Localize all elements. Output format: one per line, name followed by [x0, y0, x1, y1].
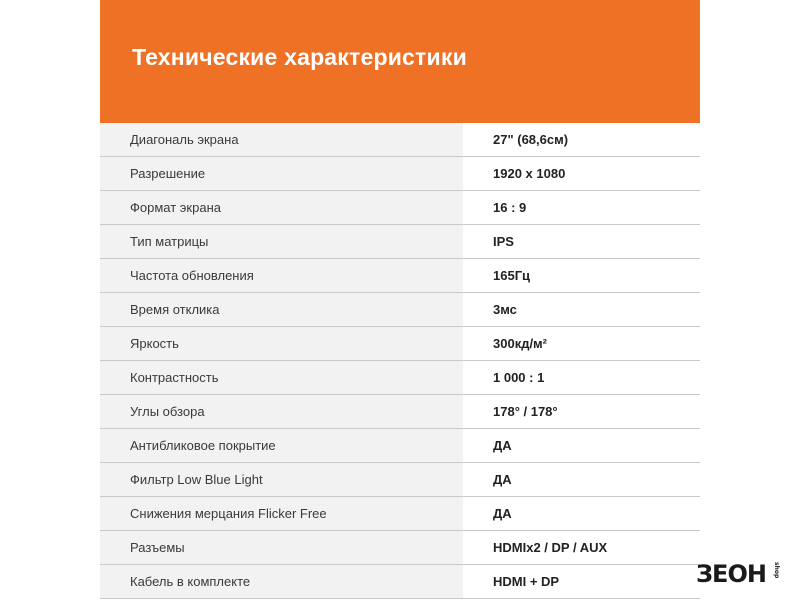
table-row	[100, 497, 700, 531]
spec-param: Частота обновления	[100, 259, 463, 292]
spec-value: HDMIx2 / DP / AUX	[463, 531, 700, 564]
table-row	[100, 395, 700, 429]
spec-param: Яркость	[100, 327, 463, 360]
table-row	[100, 259, 700, 293]
spec-value: 27" (68,6см)	[463, 123, 700, 156]
spec-param: Формат экрана	[100, 191, 463, 224]
table-row	[100, 565, 700, 599]
table-row	[100, 123, 700, 157]
spec-param: Антибликовое покрытие	[100, 429, 463, 462]
spec-param: Разъемы	[100, 531, 463, 564]
spec-value: 16 : 9	[463, 191, 700, 224]
spec-value: ДА	[463, 463, 700, 496]
logo-suffix: shop	[773, 562, 780, 579]
spec-param: Время отклика	[100, 293, 463, 326]
spec-param: Разрешение	[100, 157, 463, 190]
spec-value: 300кд/м²	[463, 327, 700, 360]
table-row	[100, 293, 700, 327]
table-row	[100, 191, 700, 225]
table-row	[100, 429, 700, 463]
table-row	[100, 225, 700, 259]
spec-param: Снижения мерцания Flicker Free	[100, 497, 463, 530]
spec-value: 178° / 178°	[463, 395, 700, 428]
header-banner	[100, 0, 700, 123]
spec-value: 165Гц	[463, 259, 700, 292]
spec-value: 1920 x 1080	[463, 157, 700, 190]
page-title: Технические характеристики	[132, 44, 467, 70]
table-row	[100, 157, 700, 191]
spec-value: ДА	[463, 429, 700, 462]
spec-param: Диагональ экрана	[100, 123, 463, 156]
spec-value: 3мс	[463, 293, 700, 326]
table-row	[100, 361, 700, 395]
spec-value: IPS	[463, 225, 700, 258]
brand-logo	[696, 560, 786, 588]
table-row	[100, 327, 700, 361]
table-row	[100, 531, 700, 565]
spec-value: HDMI + DP	[463, 565, 700, 598]
spec-table	[100, 123, 700, 599]
spec-param: Фильтр Low Blue Light	[100, 463, 463, 496]
spec-param: Углы обзора	[100, 395, 463, 428]
spec-param: Контрастность	[100, 361, 463, 394]
spec-sheet	[100, 0, 700, 600]
table-row	[100, 463, 700, 497]
spec-param: Тип матрицы	[100, 225, 463, 258]
logo-text: ЗЕОН	[696, 560, 766, 588]
spec-value: 1 000 : 1	[463, 361, 700, 394]
spec-param: Кабель в комплекте	[100, 565, 463, 598]
spec-value: ДА	[463, 497, 700, 530]
